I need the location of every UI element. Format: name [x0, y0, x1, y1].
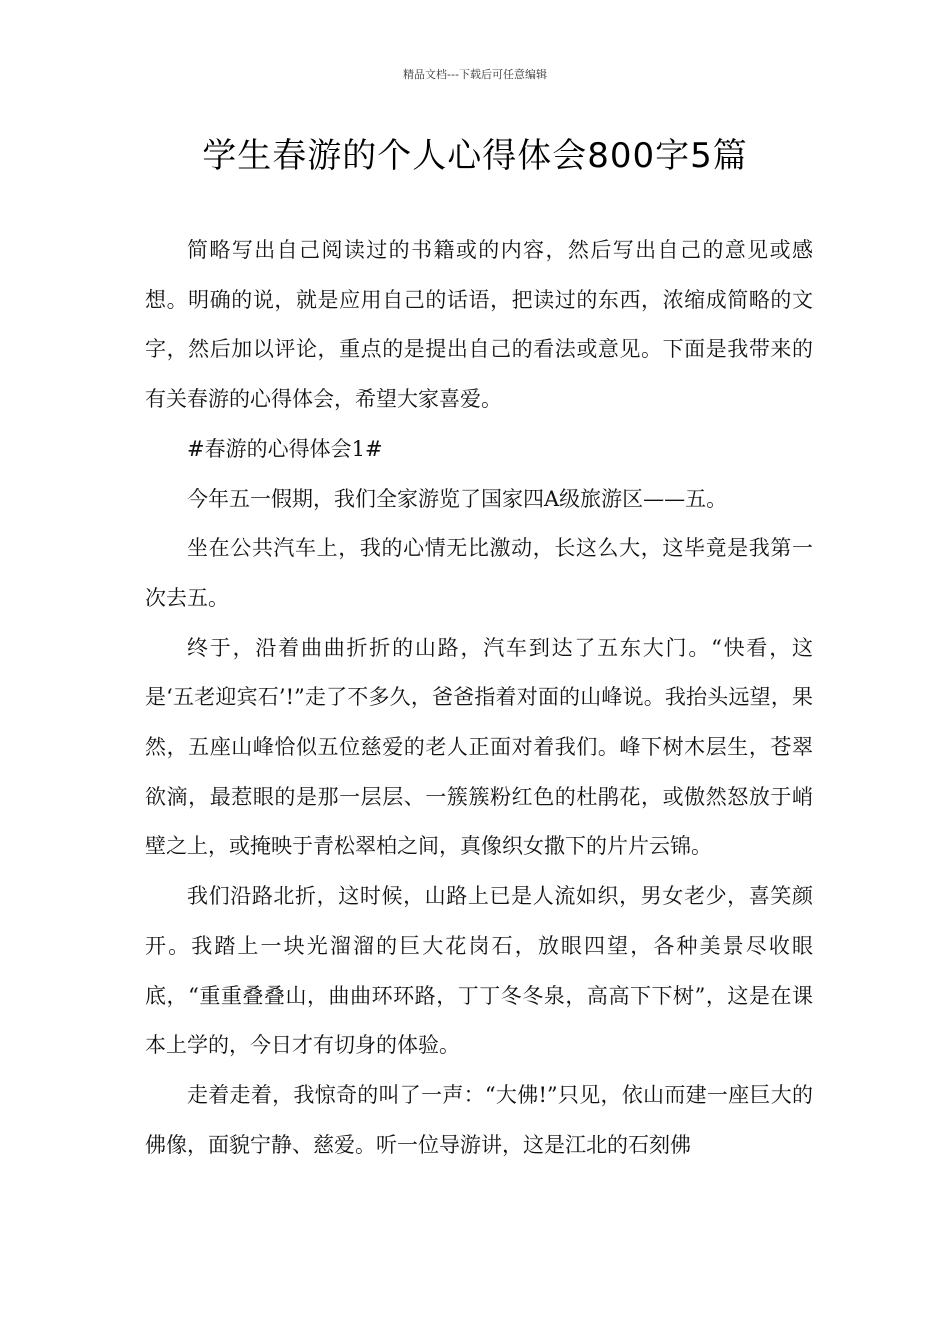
paragraph: 坐在公共汽车上，我的心情无比激动，长这么大，这毕竟是我第一次去五。: [145, 536, 813, 610]
paragraph: 我们沿路北折，这时候，山路上已是人流如织，男女老少，喜笑颜开。我踏上一块光溜溜的巨大花岗石，放眼四望，各种美景尽收眼底，“重重叠叠山，曲曲环环路，丁丁冬冬泉，高高下下树”，这是在课本上学的，今日才有切身的体验。: [145, 884, 813, 1058]
paragraph: 走着走着，我惊奇的叫了一声：“大佛!”只见，依山而建一座巨大的佛像，面貌宁静、慈爱。听一位导游讲，这是江北的石刻佛: [145, 1082, 813, 1157]
document-title: 学生春游的个人心得体会800字5篇: [202, 136, 748, 176]
paragraph-intro: 简略写出自己阅读过的书籍或的内容，然后写出自己的意见或感想。明确的说，就是应用自己的话语，把读过的东西，浓缩成简略的文字，然后加以评论，重点的是提出自己的看法或意见。下面是我带来的有关春游的心得体会，希望大家喜爱。: [145, 238, 813, 412]
document-body: [145, 226, 813, 1170]
paragraph: 终于，沿着曲曲折折的山路，汽车到达了五东大门。“快看，这是‘五老迎宾石’!”走了不多久，爸爸指着对面的山峰说。我抬头远望，果然，五座山峰恰似五位慈爱的老人正面对着我们。峰下树木层生，苍翠欲滴，最惹眼的是那一层层、一簇簇粉红色的杜鹃花，或傲然怒放于峭壁之上，或掩映于青松翠柏之间，真像织女撒下的片片云锦。: [145, 635, 813, 859]
section-heading: #春游的心得体会1#: [187, 436, 383, 461]
paragraph: 今年五一假期，我们全家游览了国家四A级旅游区——五。: [187, 486, 728, 511]
header-note: 精品文档---下载后可任意编辑: [403, 68, 547, 81]
